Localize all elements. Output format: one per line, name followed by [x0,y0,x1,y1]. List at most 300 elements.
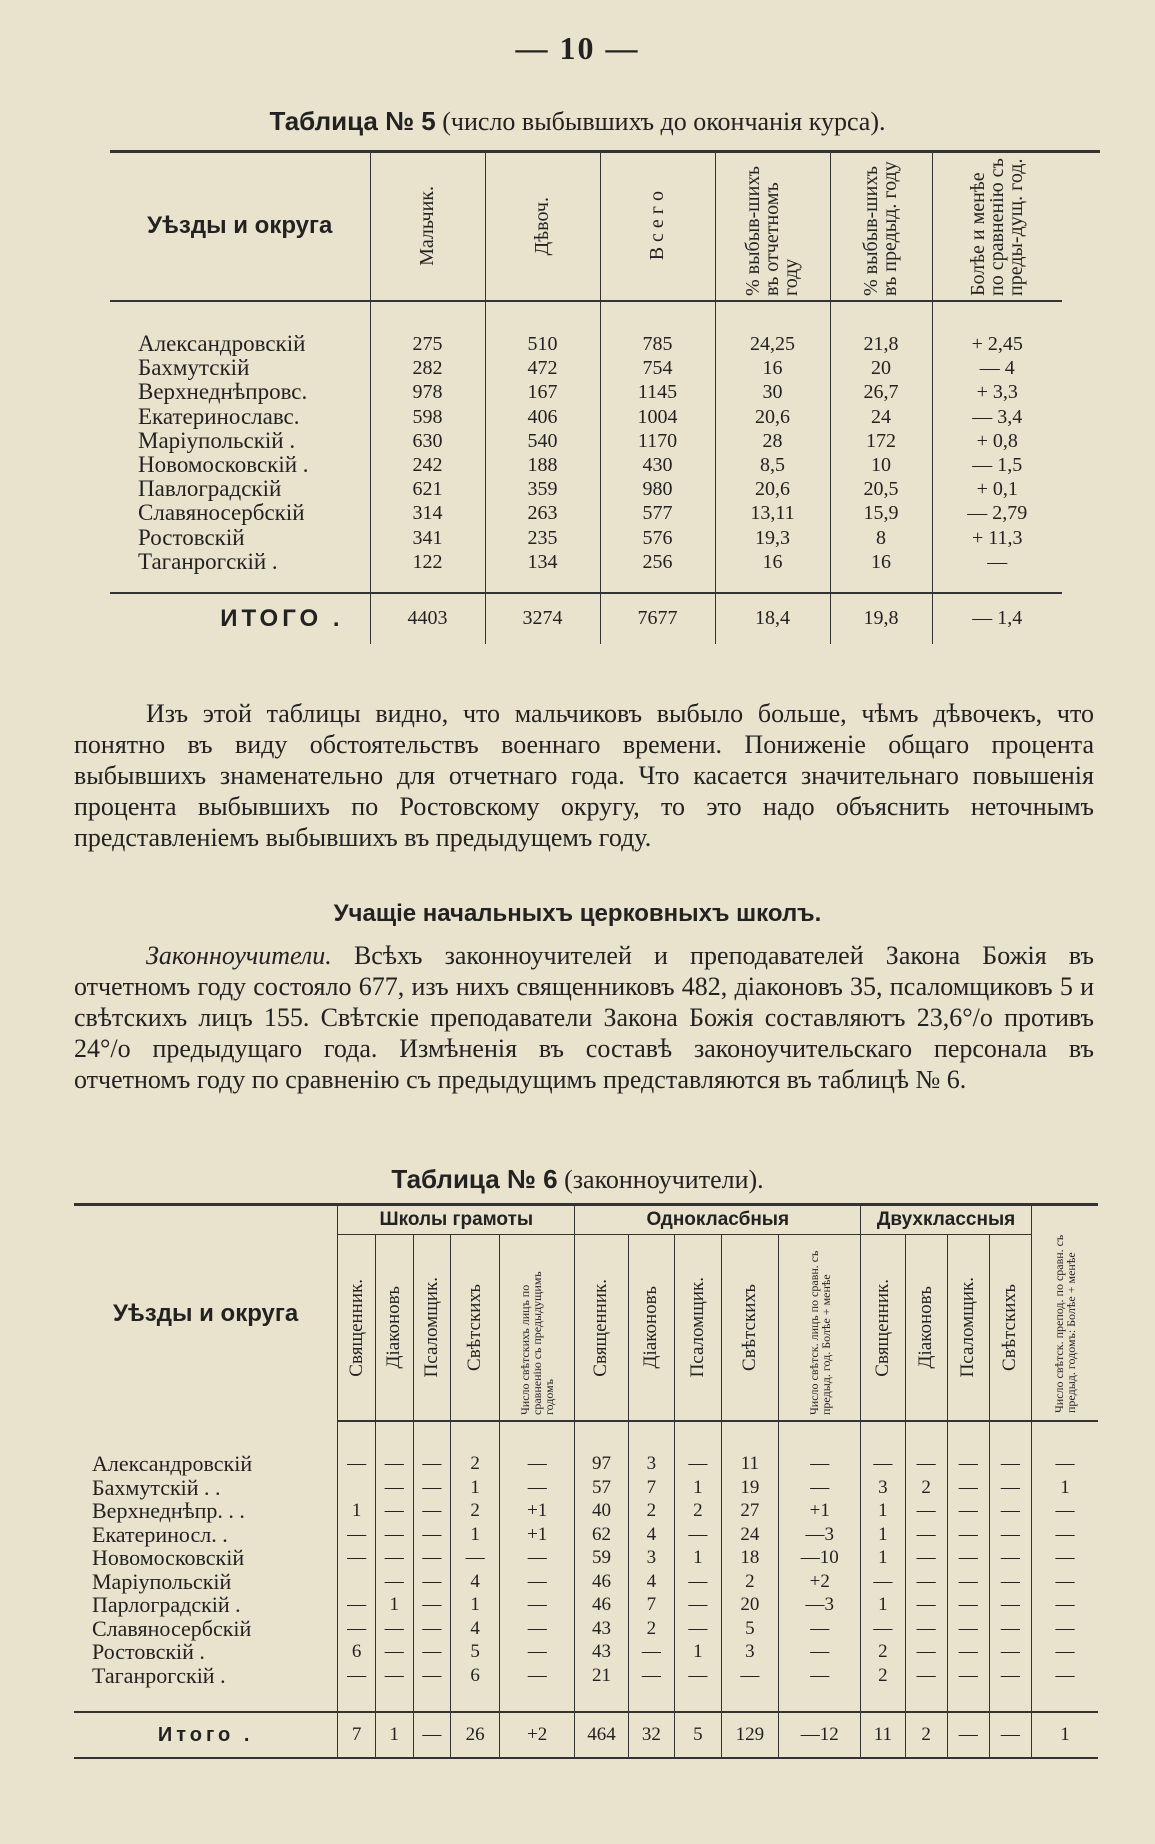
table6-value-cell: — [413,1421,451,1476]
table6-value-cell: — [628,1640,675,1664]
table6-subheader: Псаломщик. [947,1235,989,1422]
table6-row [74,1421,1098,1476]
table5-total-row [110,593,1062,644]
table5-value-cell: 510 [485,301,600,356]
table6-value-cell: 46 [575,1570,628,1594]
table6-header-district: Уѣзды и округа [113,1299,299,1327]
table6-row [74,1476,1098,1500]
table6-district-cell: Новомосковскій [92,1545,245,1571]
table6-value-cell: 3 [861,1476,905,1500]
table5-row [110,380,1062,404]
table5-district-cell: Бахмутскій [138,355,250,381]
table6-group-one-class: Однокласбныя [575,1205,861,1235]
table6-value-cell: — [947,1593,989,1617]
table6-value-cell: — [500,1476,575,1500]
table6-value-cell: — [779,1421,861,1476]
table6-total-cell: — [989,1712,1031,1758]
table6-value-cell: — [947,1617,989,1641]
table6-total-cell: — [413,1712,451,1758]
table5-value-cell: 172 [830,429,932,453]
table5-value-cell: 16 [830,550,932,593]
table6-value-cell: — [338,1523,376,1547]
table6-total-cell: 11 [861,1712,905,1758]
table6-value-cell: 1 [375,1593,413,1617]
table6-value-cell: 2 [451,1499,500,1523]
table6-value-cell [338,1570,376,1594]
table6-value-cell: — [375,1664,413,1713]
table5-row [110,526,1062,550]
table6-value-cell [338,1476,376,1500]
paragraph-2-text: Всѣхъ законноучителей и преподавателей Закона Божія въ отчетномъ году состояло 677, изъ нихъ священниковъ 482, діаконовъ 35, псаломщиковъ 5 и свѣтскихъ лицъ 155. Свѣтскіе преподаватели Закона Божія составляютъ 23,6°/о противъ 24°/о предыдущаго года. Измѣненія въ составѣ законоучительскаго персонала въ отчетномъ году по сравненію съ предыдущимъ представляются въ таблицѣ № 6. [74,941,1094,1094]
table5-value-cell: 13,11 [715,501,830,525]
table5-header-boys: Мальчик. [370,152,485,301]
table5-value-cell: 978 [370,380,485,404]
table6-value-cell: 1 [861,1593,905,1617]
table6-value-cell: — [1031,1570,1098,1594]
table6-value-cell: — [675,1421,722,1476]
table6-subheader: Свѣтскихъ [989,1235,1031,1422]
table6-value-cell: — [500,1421,575,1476]
table6-total-cell: +2 [500,1712,575,1758]
table6-row [74,1523,1098,1547]
table6-value-cell: — [675,1523,722,1547]
table5-header-pct-current: % выбыв-шихъ въ отчетномъ году [715,152,830,301]
table5-value-cell: 621 [370,477,485,501]
table6-value-cell: 1 [861,1499,905,1523]
table6-value-cell: 7 [628,1476,675,1500]
table6-value-cell: — [375,1476,413,1500]
table5-district-cell: Таганрогскій . [138,548,278,574]
table6-value-cell: — [779,1640,861,1664]
table6-subheader: Священник. [861,1235,905,1422]
table6-value-cell: — [905,1570,947,1594]
table6-value-cell: 24 [721,1523,779,1547]
table5-value-cell: 20,6 [715,477,830,501]
table6-value-cell: —3 [779,1593,861,1617]
table5-value-cell: 630 [370,429,485,453]
table6-value-cell: — [947,1421,989,1476]
table6-value-cell: 59 [575,1546,628,1570]
table6-value-cell: 2 [628,1499,675,1523]
table6-value-cell: — [989,1523,1031,1547]
table6-value-cell: — [500,1570,575,1594]
table6-value-cell: — [500,1617,575,1641]
table6-value-cell: 1 [451,1476,500,1500]
table6-value-cell: 5 [721,1617,779,1641]
table6-value-cell: — [675,1570,722,1594]
table6-value-cell: 27 [721,1499,779,1523]
table6-subheader: Свѣтскихъ [451,1235,500,1422]
table6-value-cell: — [1031,1523,1098,1547]
table6-value-cell: 3 [628,1421,675,1476]
table6-value-cell: — [721,1664,779,1713]
table6-district-cell: Маріупольскій [92,1568,232,1594]
table5-row [110,356,1062,380]
table5-value-cell: 235 [485,526,600,550]
table6-value-cell: — [779,1664,861,1713]
table6-value-cell: +2 [779,1570,861,1594]
table6-value-cell: — [1031,1617,1098,1641]
table6-subheader: Священник. [338,1235,376,1422]
table6-value-cell: — [989,1546,1031,1570]
table5-total-cell: 4403 [370,593,485,644]
paragraph-2 [74,940,1094,1095]
table6-district-cell: Александровскій [92,1450,253,1476]
table5-value-cell: 24 [830,405,932,429]
table5-label: Таблица № 5 [269,106,436,136]
table6-subheader: Діаконовъ [628,1235,675,1422]
table6-value-cell: +1 [779,1499,861,1523]
table6-row [74,1546,1098,1570]
table5-row [110,501,1062,525]
table6-value-cell: 2 [628,1617,675,1641]
table5-district-cell: Екатеринославс. [138,403,300,429]
table6-subheader: Діаконовъ [375,1235,413,1422]
table5-value-cell: 406 [485,405,600,429]
table5-header-girls: Дѣвоч. [485,152,600,301]
table6-value-cell: 62 [575,1523,628,1547]
table6-value-cell: 18 [721,1546,779,1570]
table6-total-cell: 5 [675,1712,722,1758]
table6-value-cell: 4 [628,1523,675,1547]
table6-value-cell: — [413,1570,451,1594]
table6-row [74,1593,1098,1617]
table6-value-cell: — [500,1640,575,1664]
table6-subheader: Число свѣтскихъ лицъ по сравненію съ предыдущимъ годомъ [500,1235,575,1422]
table5-value-cell: + 3,3 [932,380,1062,404]
table6-value-cell: — [905,1523,947,1547]
table6-value-cell: 5 [451,1640,500,1664]
table6-value-cell: — [947,1476,989,1500]
table6-value-cell: 2 [451,1421,500,1476]
table6-value-cell: — [413,1593,451,1617]
table5-district-cell: Ростовскій [138,524,245,550]
table5-row [110,453,1062,477]
table6-value-cell: 1 [675,1640,722,1664]
table6-value-cell: 1 [675,1476,722,1500]
table6-value-cell: — [375,1546,413,1570]
table6-value-cell: 3 [628,1546,675,1570]
table6-value-cell: — [375,1499,413,1523]
table5-header-diff: Болѣе и менѣе по сравненію съ преды-дущ. год. [932,152,1062,301]
table6-subheader: Число свѣтск. лицъ по сравн. съ предыд. год. Болѣе + менѣе [779,1235,861,1422]
table6-value-cell: — [779,1617,861,1641]
table6-value-cell: — [500,1593,575,1617]
table6-value-cell: — [451,1546,500,1570]
table6-row [74,1664,1098,1713]
table6-value-cell: 43 [575,1617,628,1641]
table6-value-cell: — [413,1640,451,1664]
paragraph-1-text: Изъ этой таблицы видно, что мальчиковъ выбыло больше, чѣмъ дѣвочекъ, что понятно въ виду обстоятельствъ военнаго времени. Пониженіе общаго процента выбывшихъ знаменательно для отчетнаго года. Что касается значительнаго повышенія процента выбывшихъ по Ростовскому округу, то это надо объяснить неточнымъ представленіемъ выбывшихъ въ предыдущемъ году. [74,699,1094,852]
table5-caption [0,106,1155,137]
table6-value-cell: — [1031,1421,1098,1476]
table5-value-cell: 28 [715,429,830,453]
table6-value-cell: — [947,1570,989,1594]
table6-value-cell: — [675,1617,722,1641]
table6-value-cell: 57 [575,1476,628,1500]
table5-value-cell: + 2,45 [932,301,1062,356]
table6-caption-text: (законноучители). [564,1165,764,1194]
table5-value-cell: 21,8 [830,301,932,356]
table5-total-cell: 3274 [485,593,600,644]
table6-value-cell: 1 [675,1546,722,1570]
table5-value-cell: 540 [485,429,600,453]
table6-value-cell: — [413,1617,451,1641]
table6-value-cell: — [989,1664,1031,1713]
table6-value-cell: — [375,1570,413,1594]
table5-value-cell: 24,25 [715,301,830,356]
table5-value-cell: — [932,550,1062,593]
table6-subheader: Псаломщик. [413,1235,451,1422]
table6-value-cell: — [500,1546,575,1570]
table6-value-cell: — [338,1617,376,1641]
table6-value-cell: — [675,1593,722,1617]
table6-row [74,1617,1098,1641]
table6-value-cell: 4 [451,1570,500,1594]
table6-value-cell: 1 [861,1523,905,1547]
table6-value-cell: — [905,1499,947,1523]
table6-value-cell: — [905,1617,947,1641]
table6-district-cell: Ростовскій . [92,1639,205,1665]
table6-value-cell: — [947,1546,989,1570]
table6-value-cell: — [947,1640,989,1664]
table5-value-cell: 167 [485,380,600,404]
table5-row [110,429,1062,453]
table5-value-cell: + 11,3 [932,526,1062,550]
table5-value-cell: 16 [715,550,830,593]
table5-value-cell: 275 [370,301,485,356]
table6-value-cell: — [989,1640,1031,1664]
table6-value-cell: — [1031,1640,1098,1664]
table6-group-literacy: Школы грамоты [338,1205,575,1235]
table5-total-cell: 7677 [600,593,715,644]
table5-value-cell: 20,6 [715,405,830,429]
table6-value-cell: 6 [338,1640,376,1664]
table6-value-cell: — [989,1570,1031,1594]
table6-value-cell: — [989,1617,1031,1641]
table5-district-cell: Новомосковскій . [138,452,309,478]
table5-value-cell: 577 [600,501,715,525]
table6-value-cell: — [338,1546,376,1570]
table5-value-cell: 10 [830,453,932,477]
table5-value-cell: 256 [600,550,715,593]
table6-value-cell: — [338,1664,376,1713]
table6-header-15: Число свѣтск. препод. по сравн. съ предыд. годомъ: Болѣе + менѣе [1031,1205,1098,1422]
table6-group-row [74,1205,1098,1235]
table6-total-cell: 32 [628,1712,675,1758]
table5-value-cell: 16 [715,356,830,380]
table6-value-cell: 7 [628,1593,675,1617]
page-number: — 10 — [515,30,640,66]
table6-value-cell: — [861,1570,905,1594]
table5-value-cell: 472 [485,356,600,380]
table6-subheader: Свѣтскихъ [721,1235,779,1422]
table6-total-cell: 7 [338,1712,376,1758]
table5-header-district: Уѣзды и округа [110,152,370,301]
table6-value-cell: 4 [628,1570,675,1594]
table5-total-label: ИТОГО . [110,593,370,644]
table6-value-cell: — [779,1476,861,1500]
table5-value-cell: 314 [370,501,485,525]
table5-value-cell: 242 [370,453,485,477]
table6-value-cell: 1 [451,1523,500,1547]
table6-value-cell: — [338,1593,376,1617]
table5-value-cell: 980 [600,477,715,501]
table6-total-cell: 464 [575,1712,628,1758]
table5-value-cell: 19,3 [715,526,830,550]
table6-value-cell: 1 [861,1546,905,1570]
table6-row [74,1499,1098,1523]
table6-group-two-class: Двухклассныя [861,1205,1032,1235]
table6-district-cell: Славяносербскій [92,1615,252,1641]
table5-value-cell: 1145 [600,380,715,404]
table5-total-cell: — 1,4 [932,593,1062,644]
table5-value-cell: — 2,79 [932,501,1062,525]
table6-total-cell: 1 [375,1712,413,1758]
table5-row [110,477,1062,501]
table5-value-cell: 20,5 [830,477,932,501]
table5-value-cell: 30 [715,380,830,404]
table6-district-cell: Верхнеднѣпр. . . [92,1498,245,1524]
table5-value-cell: 754 [600,356,715,380]
table5-value-cell: — 1,5 [932,453,1062,477]
table5-value-cell: 188 [485,453,600,477]
table6-value-cell: 2 [721,1570,779,1594]
table6-value-cell: — [628,1664,675,1713]
table6-total-row [74,1712,1098,1758]
table5-value-cell: 134 [485,550,600,593]
table6-value-cell: — [947,1523,989,1547]
table6-subheader: Псаломщик. [675,1235,722,1422]
table5 [110,152,1062,644]
table6-value-cell: +1 [500,1499,575,1523]
table5-value-cell: 8,5 [715,453,830,477]
table6-value-cell: 20 [721,1593,779,1617]
table6-value-cell: — [989,1499,1031,1523]
table6-value-cell: — [947,1499,989,1523]
table6-subheader: Діаконовъ [905,1235,947,1422]
table6-row [74,1640,1098,1664]
table6-value-cell: — [413,1499,451,1523]
table6-value-cell: 4 [451,1617,500,1641]
table6-total-cell: 26 [451,1712,500,1758]
table6-value-cell: — [905,1546,947,1570]
table6-value-cell: — [413,1546,451,1570]
table5-value-cell: 598 [370,405,485,429]
table6-value-cell: 6 [451,1664,500,1713]
table5-district-cell: Славяносербскій [138,500,305,526]
table5-value-cell: 15,9 [830,501,932,525]
section-title: Учащіе начальныхъ церковныхъ школъ. [333,900,822,927]
table6-value-cell: 1 [338,1499,376,1523]
table5-header-row [110,152,1062,301]
table6-district-cell: Екатериносл. . [92,1521,228,1547]
table6-value-cell: — [1031,1499,1098,1523]
table6-value-cell: — [989,1421,1031,1476]
table6-total-cell: 129 [721,1712,779,1758]
table6-value-cell: — [1031,1664,1098,1713]
table6-value-cell: — [413,1476,451,1500]
table6-district-cell: Бахмутскій . . [92,1474,221,1500]
table6-value-cell: +1 [500,1523,575,1547]
table5-value-cell: + 0,8 [932,429,1062,453]
table5-district-cell: Павлоградскій [138,476,282,502]
table6-value-cell: — [989,1476,1031,1500]
table5-caption-text: (число выбывшихъ до окончанія курса). [442,107,886,136]
table6-total-cell: — [947,1712,989,1758]
table6-value-cell: 2 [861,1664,905,1713]
table6-value-cell: — [861,1421,905,1476]
table6-value-cell: — [905,1640,947,1664]
table6-value-cell: — [861,1617,905,1641]
table6-value-cell: 1 [451,1593,500,1617]
table6-district-cell: Таганрогскій . [92,1662,226,1688]
table6-subheader: Священник. [575,1235,628,1422]
table5-value-cell: 359 [485,477,600,501]
paragraph-1 [74,698,1094,853]
table6-value-cell: 19 [721,1476,779,1500]
table6-value-cell: —10 [779,1546,861,1570]
table6-value-cell: — [1031,1546,1098,1570]
table5-value-cell: + 0,1 [932,477,1062,501]
table6-value-cell: 43 [575,1640,628,1664]
table6-value-cell: 3 [721,1640,779,1664]
table5-value-cell: 1004 [600,405,715,429]
table6-value-cell: 21 [575,1664,628,1713]
table5-value-cell: 282 [370,356,485,380]
table6-value-cell: 40 [575,1499,628,1523]
table6-value-cell: 46 [575,1593,628,1617]
table6-value-cell: — [375,1617,413,1641]
table6-label: Таблица № 6 [391,1164,558,1194]
table6-value-cell: 2 [905,1476,947,1500]
table6-total-label: Итого . [74,1712,338,1758]
table6-value-cell: 2 [675,1499,722,1523]
table6-value-cell: 2 [861,1640,905,1664]
table5-row [110,301,1062,356]
table6-value-cell: — [905,1593,947,1617]
table6-district-cell: Парлоградскій . [92,1592,241,1618]
table6-value-cell: 11 [721,1421,779,1476]
table6-value-cell: — [947,1664,989,1713]
table6-value-cell: 97 [575,1421,628,1476]
table6-value-cell: 1 [1031,1476,1098,1500]
table6-row [74,1570,1098,1594]
table5-value-cell: 785 [600,301,715,356]
table5-value-cell: 1170 [600,429,715,453]
table5-row [110,405,1062,429]
table6-total-cell: —12 [779,1712,861,1758]
table5-header-total: В с е г о [600,152,715,301]
table5-value-cell: 8 [830,526,932,550]
table6-value-cell: — [905,1421,947,1476]
table6-value-cell: — [413,1523,451,1547]
table5-total-cell: 19,8 [830,593,932,644]
table6-caption [0,1164,1155,1195]
table5-total-cell: 18,4 [715,593,830,644]
table5-value-cell: — 3,4 [932,405,1062,429]
table6-value-cell: — [500,1664,575,1713]
table5-value-cell: 20 [830,356,932,380]
table6-value-cell: — [375,1523,413,1547]
table5-value-cell: 122 [370,550,485,593]
table5-value-cell: 263 [485,501,600,525]
table5-value-cell: 26,7 [830,380,932,404]
table6-value-cell: — [375,1421,413,1476]
table5-district-cell: Маріупольскій . [138,427,296,453]
table6-value-cell: — [338,1421,376,1476]
table5-value-cell: 430 [600,453,715,477]
